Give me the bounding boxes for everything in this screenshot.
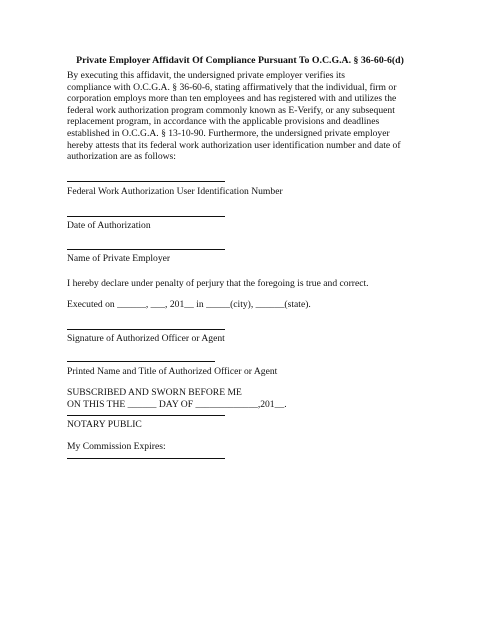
intro-paragraph: By executing this affidavit, the undersigned private employer verifies its compliance with O.C.G.A. § 36-60-6, stating affirmatively that the individual, firm or corporation employs more than ten employees and has registered with and utilizes the federal work authorization program commonly known as E-Verify, or any subsequent replacement program, in accordance with the applicable provisions and deadlines established in O.C.G.A. § 13-10-90. Furthermore, the undersigned private employer hereby attests that its federal work authorization user identification number and date of authorization are as follows:	[67, 70, 401, 163]
document-title: Private Employer Affidavit Of Compliance Pursuant To O.C.G.A. § 36-60-6(d)	[76, 55, 404, 66]
sworn-statement-line-1: SUBSCRIBED AND SWORN BEFORE ME	[67, 387, 242, 398]
employer-label: Name of Private Employer	[67, 253, 171, 264]
notary-blank-line[interactable]	[67, 415, 225, 416]
date-label: Date of Authorization	[67, 220, 151, 231]
commission-expires-blank-line[interactable]	[67, 458, 225, 459]
employer-blank-line[interactable]	[67, 249, 225, 250]
perjury-declaration: I hereby declare under penalty of perjury that the foregoing is true and correct.	[67, 278, 369, 289]
executed-line: Executed on ______, ___, 201__ in _____(city), ______(state).	[67, 299, 311, 310]
user-id-blank-line[interactable]	[67, 181, 225, 182]
user-id-label: Federal Work Authorization User Identification Number	[67, 186, 283, 197]
signature-label: Signature of Authorized Officer or Agent	[67, 333, 225, 344]
printed-name-label: Printed Name and Title of Authorized Officer or Agent	[67, 366, 278, 377]
date-blank-line[interactable]	[67, 216, 225, 217]
printed-name-blank-line[interactable]	[67, 361, 215, 362]
signature-blank-line[interactable]	[67, 329, 225, 330]
sworn-statement-line-2: ON THIS THE ______ DAY OF _____________,201__.	[67, 399, 287, 410]
commission-expires-label: My Commission Expires:	[67, 441, 166, 452]
notary-public-label: NOTARY PUBLIC	[67, 419, 142, 430]
